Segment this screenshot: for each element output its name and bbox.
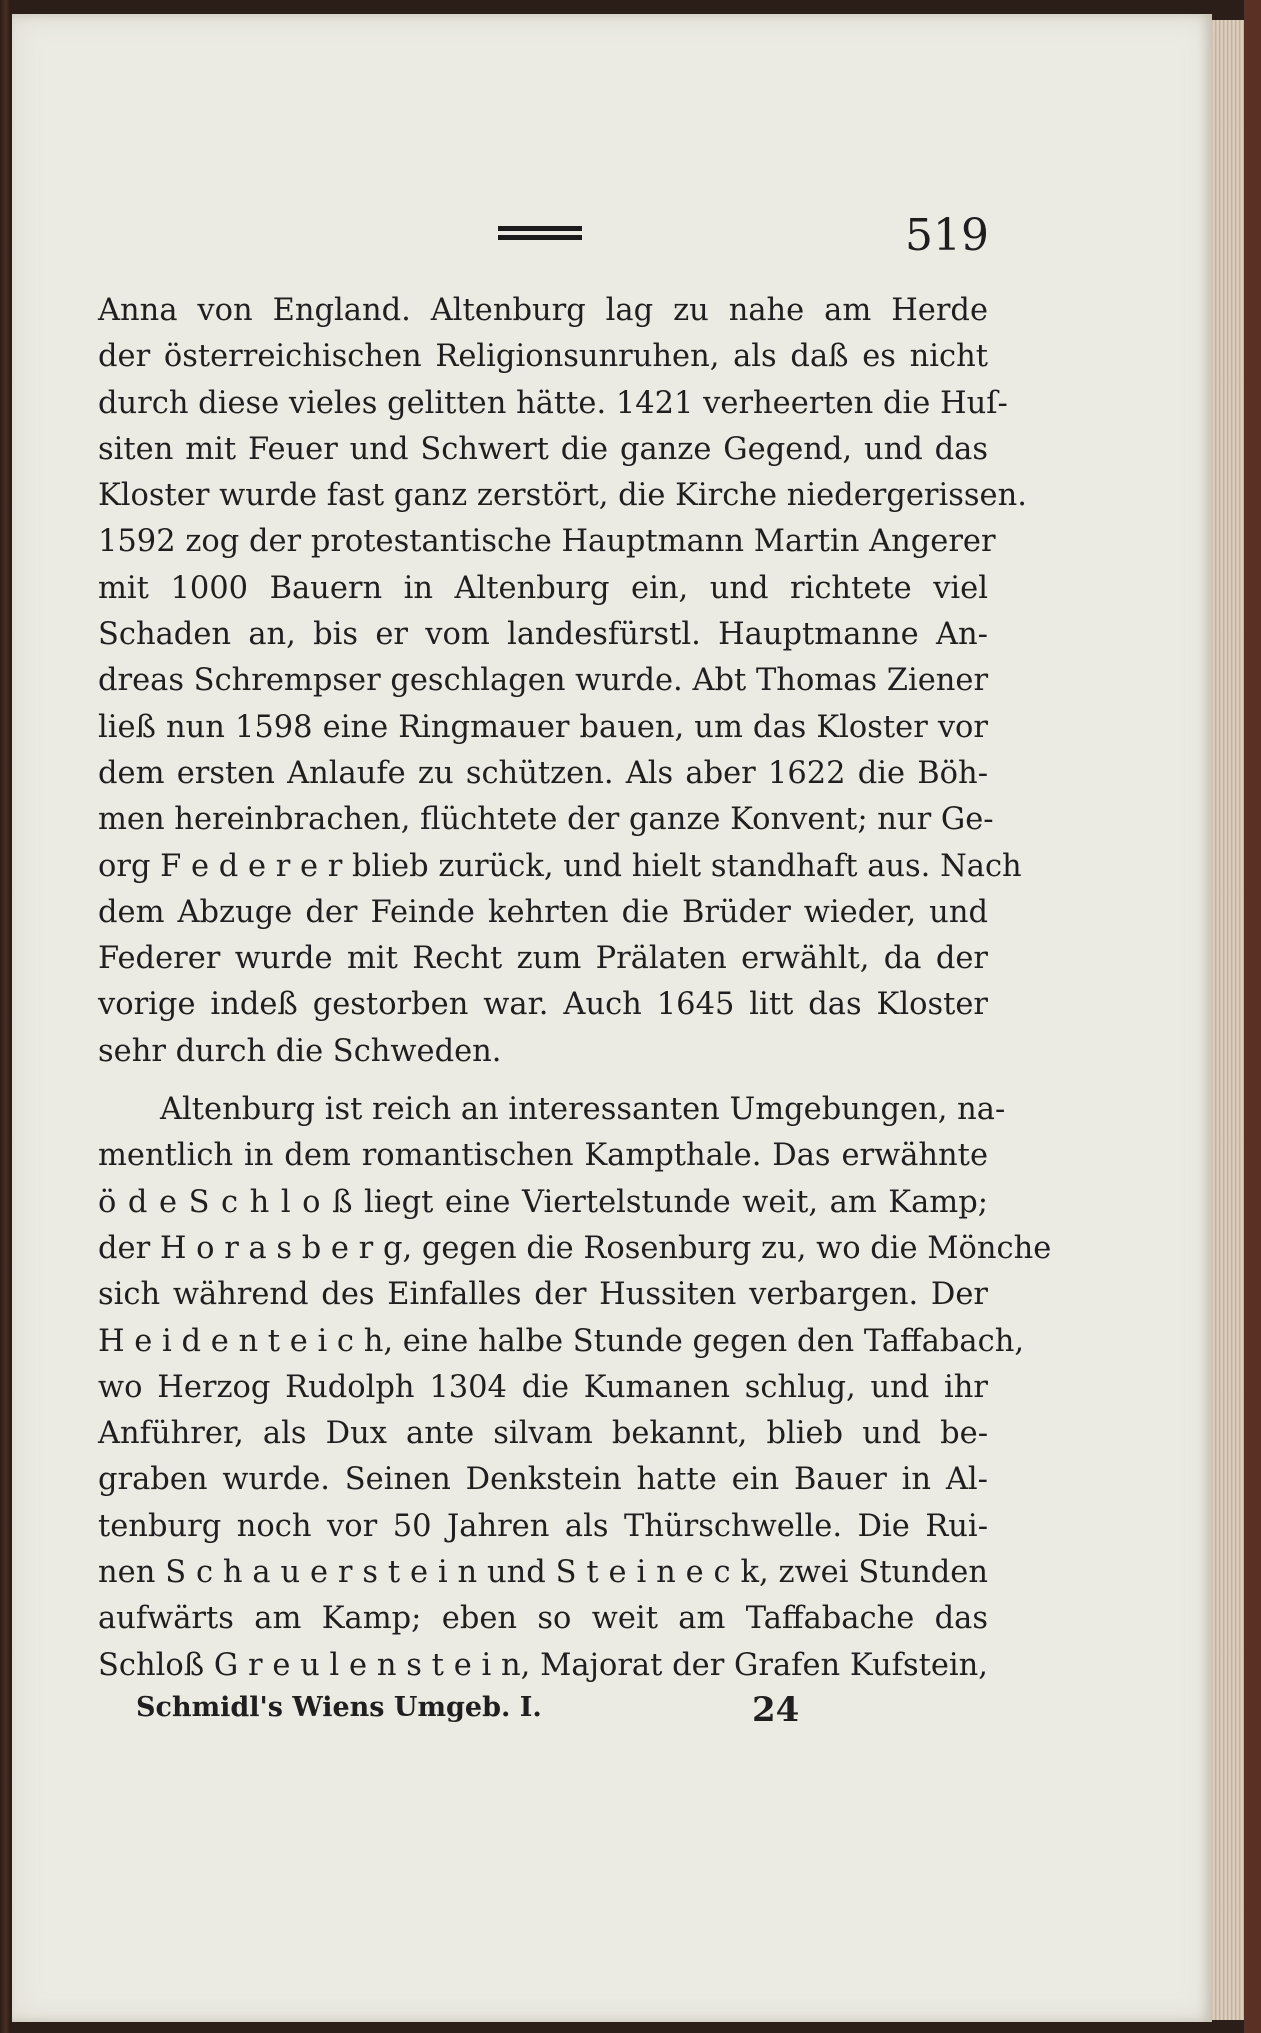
paragraph-1 [98, 288, 1027, 1075]
text-line: durch diese vieles gelitten hätte. 1421 verheerten die Huſ- [98, 385, 1008, 421]
text-line: Altenburg ist reich an interessanten Umgebungen, na- [160, 1092, 1006, 1128]
footer-signature: Schmidl's Wiens Umgeb. I. [136, 1692, 542, 1723]
text-line: men hereinbrachen, flüchtete der ganze Konvent; nur Ge- [98, 802, 994, 838]
text-line: wo Herzog Rudolph 1304 die Kumanen schlug, und ihr [98, 1369, 988, 1405]
header-rule [498, 226, 582, 240]
footer-sheet-number: 24 [752, 1690, 800, 1730]
page-edges [1212, 20, 1244, 2020]
text-line: mit 1000 Bauern in Altenburg ein, und richtete viel [98, 570, 988, 606]
text-line: mentlich in dem romantischen Kampthale. Das erwähnte [98, 1138, 988, 1174]
text-line: sich während des Einfalles der Hussiten verbargen. Der [98, 1277, 988, 1313]
text-line: tenburg noch vor 50 Jahren als Thürschwelle. Die Rui- [98, 1508, 988, 1544]
text-line: dreas Schrempser geschlagen wurde. Abt Thomas Ziener [98, 663, 989, 699]
text-line: Federer wurde mit Recht zum Prälaten erwählt, da der [98, 941, 988, 977]
paragraph-gap [98, 1075, 988, 1087]
text-line: Anna von England. Altenburg lag zu nahe am Herde [98, 293, 988, 328]
paragraph-2 [98, 1087, 1052, 1689]
book-cover-edge [1244, 0, 1261, 2033]
text-line: Schaden an, bis er vom landesfürstl. Hauptmanne An- [98, 617, 988, 653]
header-rule-line-top [498, 226, 582, 231]
text-line: Schloß G r e u l e n s t e i n, Majorat der Grafen Kufstein, [98, 1647, 988, 1683]
text-line: sehr durch die Schweden. [98, 1033, 502, 1069]
text-line: graben wurde. Seinen Denkstein hatte ein Bauer in Al- [98, 1462, 988, 1498]
text-line: vorige indeß gestorben war. Auch 1645 litt das Kloster [98, 987, 988, 1023]
text-line: ließ nun 1598 eine Ringmauer bauen, um das Kloster vor [98, 709, 988, 745]
text-line: siten mit Feuer und Schwert die ganze Gegend, und das [98, 431, 988, 467]
body-text [98, 288, 1052, 1689]
text-line: dem Abzuge der Feinde kehrten die Brüder wieder, und [98, 894, 988, 930]
text-line: Anführer, als Dux ante silvam bekannt, blieb und be- [98, 1416, 988, 1452]
text-line: der österreichischen Religionsunruhen, als daß es nicht [98, 339, 988, 375]
text-line: aufwärts am Kamp; eben so weit am Taffabache das [98, 1601, 988, 1637]
text-line: org F e d e r e r blieb zurück, und hielt standhaft aus. Nach [98, 848, 1022, 884]
text-line: dem ersten Anlaufe zu schützen. Als aber 1622 die Böh- [98, 755, 988, 791]
text-line: nen S c h a u e r s t e i n und S t e i n e c k, zwei Stunden [98, 1555, 988, 1591]
page-number: 519 [905, 210, 989, 261]
text-line: ö d e S c h l o ß liegt eine Viertelstunde weit, am Kamp; [98, 1184, 988, 1220]
text-line: der H o r a s b e r g, gegen die Rosenburg zu, wo die Mönche [98, 1230, 1052, 1266]
header-rule-line-bottom [498, 235, 582, 240]
text-line: H e i d e n t e i c h, eine halbe Stunde gegen den Taffabach, [98, 1323, 1025, 1359]
text-line: Kloster wurde fast ganz zerstört, die Kirche niedergerissen. [98, 478, 1027, 514]
text-line: 1592 zog der protestantische Hauptmann Martin Angerer [98, 524, 996, 560]
